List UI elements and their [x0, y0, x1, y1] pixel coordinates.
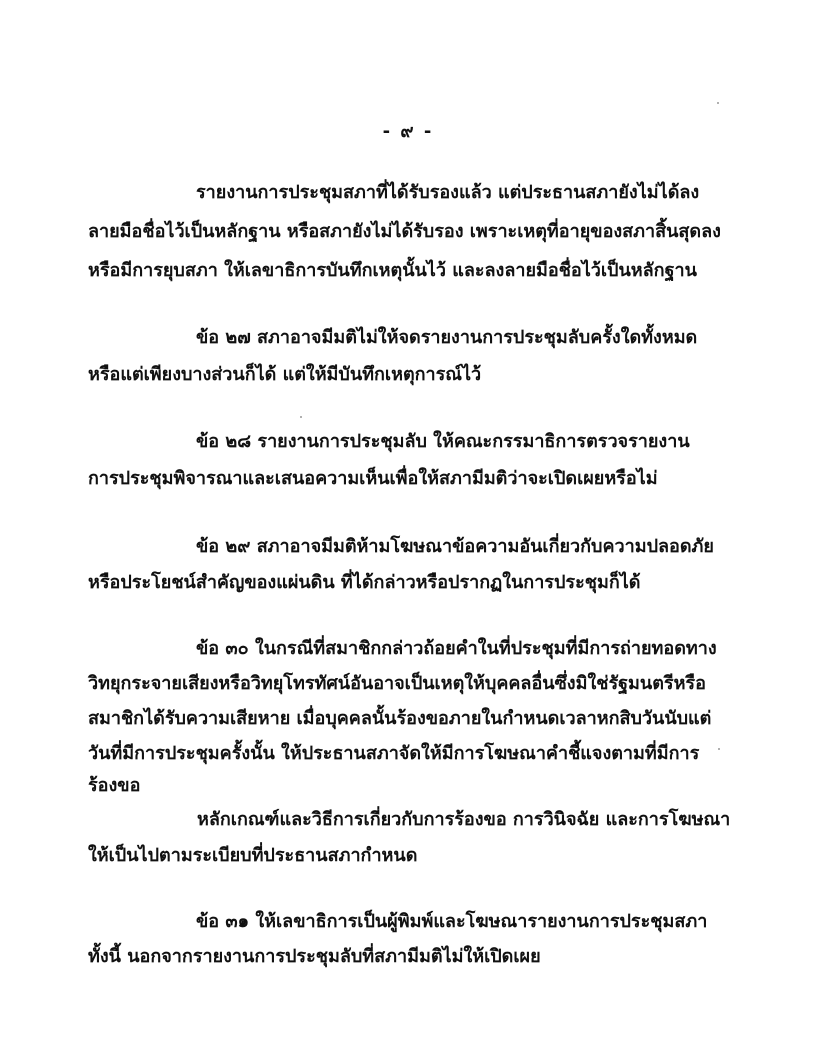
clause-30-line: ร้องขอ: [88, 775, 141, 796]
clause-31-line: ทั้งนี้ นอกจากรายงานการประชุมลับที่สภามีมติไม่ให้เปิดเผย: [88, 946, 541, 967]
clause-30-line: ให้เป็นไปตามระเบียบที่ประธานสภากำหนด: [88, 845, 418, 866]
clause-29-line: หรือประโยชน์สำคัญของแผ่นดิน ที่ได้กล่าวหรือปรากฏในการประชุมก็ได้: [88, 572, 641, 593]
paragraph-line: รายงานการประชุมสภาที่ได้รับรองแล้ว แต่ประธานสภายังไม่ได้ลง: [196, 182, 700, 203]
clause-28-line: ข้อ ๒๘ รายงานการประชุมลับ ให้คณะกรรมาธิการตรวจรายงาน: [196, 431, 690, 452]
clause-30-line: วิทยุกระจายเสียงหรือวิทยุโทรทัศน์อันอาจเป็นเหตุให้บุคคลอื่นซึ่งมิใช่รัฐมนตรีหรือ: [88, 673, 706, 694]
paragraph-line: ลายมือชื่อไว้เป็นหลักฐาน หรือสภายังไม่ได้รับรอง เพราะเหตุที่อายุของสภาสิ้นสุดลง: [88, 221, 721, 242]
clause-27-line: ข้อ ๒๗ สภาอาจมีมติไม่ให้จดรายงานการประชุมลับครั้งใดทั้งหมด: [196, 327, 698, 348]
scan-speck: [718, 748, 720, 750]
scan-speck: [300, 416, 302, 418]
scan-speck: [717, 102, 719, 104]
clause-30-line: หลักเกณฑ์และวิธีการเกี่ยวกับการร้องขอ การวินิจฉัย และการโฆษณา: [197, 809, 731, 830]
clause-31-line: ข้อ ๓๑ ให้เลขาธิการเป็นผู้พิมพ์และโฆษณารายงานการประชุมสภา: [196, 911, 708, 932]
clause-30-line: สมาชิกได้รับความเสียหาย เมื่อบุคคลนั้นร้องขอภายในกำหนดเวลาหกสิบวันนับแต่: [88, 708, 712, 729]
clause-30-line: วันที่มีการประชุมครั้งนั้น ให้ประธานสภาจัดให้มีการโฆษณาคำชี้แจงตามที่มีการ: [88, 743, 700, 764]
clause-27-line: หรือแต่เพียงบางส่วนก็ได้ แต่ให้มีบันทึกเหตุการณ์ไว้: [88, 364, 482, 385]
page-number: - ๙ -: [382, 121, 434, 142]
clause-30-line: ข้อ ๓๐ ในกรณีที่สมาชิกกล่าวถ้อยคำในที่ประชุมที่มีการถ่ายทอดทาง: [196, 638, 717, 659]
clause-28-line: การประชุมพิจารณาและเสนอความเห็นเพื่อให้สภามีมติว่าจะเปิดเผยหรือไม่: [88, 468, 658, 489]
paragraph-line: หรือมีการยุบสภา ให้เลขาธิการบันทึกเหตุนั้นไว้ และลงลายมือชื่อไว้เป็นหลักฐาน: [88, 260, 697, 281]
clause-29-line: ข้อ ๒๙ สภาอาจมีมติห้ามโฆษณาข้อความอันเกี่ยวกับความปลอดภัย: [196, 536, 714, 557]
